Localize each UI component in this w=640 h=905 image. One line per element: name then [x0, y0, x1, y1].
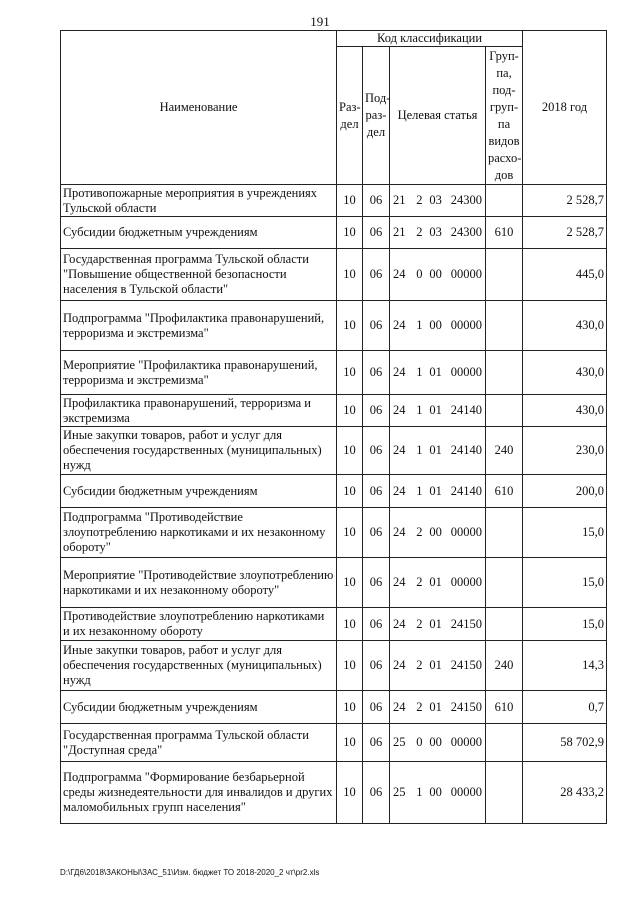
- table-body: [61, 185, 607, 824]
- row-amount: 200,0: [523, 475, 607, 508]
- target-code: [392, 525, 483, 540]
- target-code-t4: 24150: [450, 658, 482, 672]
- page-number: 191: [310, 14, 330, 29]
- row-razdel: 10: [337, 395, 363, 427]
- table-row: [61, 762, 607, 824]
- target-code-t3: 00: [429, 267, 442, 281]
- row-podrazdel: 06: [363, 641, 390, 691]
- target-code-t1: 24: [393, 443, 406, 457]
- row-podrazdel: 06: [363, 301, 390, 351]
- target-code: [392, 617, 483, 632]
- target-code: [392, 785, 483, 800]
- row-name: Субсидии бюджетным учреждениям: [61, 475, 337, 508]
- row-target: [390, 351, 486, 395]
- target-code-t1: 24: [393, 483, 406, 498]
- header-year: 2018 год: [523, 31, 607, 185]
- row-amount: 15,0: [523, 508, 607, 558]
- target-code: [392, 318, 483, 333]
- row-group: 240: [486, 427, 523, 475]
- target-code-t4: 00000: [450, 525, 482, 539]
- row-group: [486, 762, 523, 824]
- target-code: [392, 193, 483, 208]
- target-code: [392, 658, 483, 673]
- row-target: [390, 762, 486, 824]
- target-code-t2: 1: [416, 483, 423, 498]
- row-podrazdel: 06: [363, 608, 390, 641]
- target-code-t3: 01: [429, 699, 442, 714]
- target-code-t1: 24: [393, 525, 406, 539]
- target-code-t3: 00: [429, 318, 442, 332]
- target-code-t3: 01: [429, 575, 442, 589]
- row-group: 610: [486, 475, 523, 508]
- row-amount: 15,0: [523, 558, 607, 608]
- row-name: Подпрограмма "Формирование безбарьерной среды жизнедеятельности для инвалидов и других маломобильных групп населения": [61, 762, 337, 824]
- target-code-t1: 24: [393, 699, 406, 714]
- header-code: Код классификации: [337, 31, 523, 47]
- target-code-t1: 21: [393, 193, 406, 207]
- target-code-t2: 0: [416, 267, 423, 281]
- row-group: [486, 395, 523, 427]
- table-row: [61, 724, 607, 762]
- target-code-t4: 00000: [450, 785, 482, 799]
- target-code-t2: 2: [416, 193, 423, 207]
- target-code: [392, 484, 483, 499]
- row-razdel: 10: [337, 558, 363, 608]
- row-group: 240: [486, 641, 523, 691]
- row-razdel: 10: [337, 427, 363, 475]
- header-group: Груп- па, под- груп- па видов расхо- дов: [486, 47, 523, 185]
- row-target: [390, 475, 486, 508]
- target-code-t1: 25: [393, 785, 406, 799]
- row-name: Государственная программа Тульской области "Доступная среда": [61, 724, 337, 762]
- row-razdel: 10: [337, 641, 363, 691]
- target-code: [392, 735, 483, 750]
- row-group: [486, 608, 523, 641]
- target-code-t4: 24140: [450, 483, 482, 498]
- table-row: [61, 475, 607, 508]
- row-podrazdel: 06: [363, 691, 390, 724]
- target-code-t2: 0: [416, 735, 423, 749]
- target-code-t2: 2: [416, 616, 423, 631]
- row-podrazdel: 06: [363, 427, 390, 475]
- target-code-t4: 00000: [450, 267, 482, 281]
- row-target: [390, 724, 486, 762]
- target-code-t2: 1: [416, 403, 423, 417]
- row-target: [390, 508, 486, 558]
- row-name: Мероприятие "Профилактика правонарушений, терроризма и экстремизма": [61, 351, 337, 395]
- row-group: [486, 351, 523, 395]
- row-group: [486, 301, 523, 351]
- row-amount: 430,0: [523, 351, 607, 395]
- target-code-t1: 21: [393, 225, 406, 239]
- target-code-t1: 24: [393, 658, 406, 672]
- header-row-top: [61, 31, 607, 47]
- target-code-t4: 24150: [450, 616, 482, 631]
- target-code-t4: 00000: [450, 318, 482, 332]
- row-target: [390, 395, 486, 427]
- target-code: [392, 575, 483, 590]
- target-code-t3: 03: [429, 193, 442, 207]
- row-amount: 2 528,7: [523, 217, 607, 249]
- table-row: [61, 608, 607, 641]
- row-amount: 445,0: [523, 249, 607, 301]
- row-target: [390, 185, 486, 217]
- target-code-t4: 24300: [450, 225, 482, 239]
- row-amount: 2 528,7: [523, 185, 607, 217]
- row-amount: 58 702,9: [523, 724, 607, 762]
- row-name: Мероприятие "Противодействие злоупотреблению наркотиками и их незаконному обороту": [61, 558, 337, 608]
- row-group: [486, 508, 523, 558]
- row-target: [390, 217, 486, 249]
- header-target: Целевая статья: [390, 47, 486, 185]
- target-code-t3: 01: [429, 443, 442, 457]
- row-podrazdel: 06: [363, 475, 390, 508]
- row-target: [390, 691, 486, 724]
- target-code-t3: 01: [429, 365, 442, 379]
- table-row: [61, 641, 607, 691]
- row-group: 610: [486, 691, 523, 724]
- row-podrazdel: 06: [363, 508, 390, 558]
- row-razdel: 10: [337, 475, 363, 508]
- row-razdel: 10: [337, 185, 363, 217]
- row-name: Противопожарные мероприятия в учреждениях Тульской области: [61, 185, 337, 217]
- row-razdel: 10: [337, 724, 363, 762]
- target-code: [392, 225, 483, 240]
- target-code-t2: 1: [416, 443, 423, 457]
- row-podrazdel: 06: [363, 249, 390, 301]
- table-row: [61, 185, 607, 217]
- row-target: [390, 558, 486, 608]
- target-code: [392, 365, 483, 380]
- row-razdel: 10: [337, 351, 363, 395]
- target-code-t4: 24140: [450, 443, 482, 457]
- row-podrazdel: 06: [363, 395, 390, 427]
- target-code: [392, 443, 483, 458]
- row-amount: 15,0: [523, 608, 607, 641]
- row-target: [390, 301, 486, 351]
- table-row: [61, 351, 607, 395]
- target-code-t3: 01: [429, 403, 442, 417]
- row-podrazdel: 06: [363, 724, 390, 762]
- row-group: 610: [486, 217, 523, 249]
- row-target: [390, 641, 486, 691]
- target-code-t2: 2: [416, 658, 423, 672]
- target-code-t2: 1: [416, 785, 423, 799]
- header-name: Наименование: [61, 31, 337, 185]
- table-row: [61, 301, 607, 351]
- row-amount: 14,3: [523, 641, 607, 691]
- row-name: Подпрограмма "Профилактика правонарушений, терроризма и экстремизма": [61, 301, 337, 351]
- target-code-t1: 24: [393, 267, 406, 281]
- row-razdel: 10: [337, 508, 363, 558]
- row-target: [390, 427, 486, 475]
- target-code-t1: 24: [393, 403, 406, 417]
- target-code-t2: 2: [416, 225, 423, 239]
- row-amount: 28 433,2: [523, 762, 607, 824]
- row-razdel: 10: [337, 249, 363, 301]
- target-code-t1: 24: [393, 575, 406, 589]
- target-code-t2: 1: [416, 365, 423, 379]
- target-code-t2: 1: [416, 318, 423, 332]
- row-group: [486, 724, 523, 762]
- row-target: [390, 249, 486, 301]
- table-row: [61, 427, 607, 475]
- target-code-t1: 24: [393, 365, 406, 379]
- target-code: [392, 403, 483, 418]
- target-code-t2: 2: [416, 699, 423, 714]
- row-name: Иные закупки товаров, работ и услуг для обеспечения государственных (муниципальных) нужд: [61, 641, 337, 691]
- table-row: [61, 558, 607, 608]
- target-code-t1: 24: [393, 318, 406, 332]
- row-razdel: 10: [337, 301, 363, 351]
- row-razdel: 10: [337, 691, 363, 724]
- target-code-t2: 2: [416, 525, 423, 539]
- row-podrazdel: 06: [363, 558, 390, 608]
- row-group: [486, 558, 523, 608]
- row-amount: 0,7: [523, 691, 607, 724]
- table-row: [61, 691, 607, 724]
- target-code: [392, 267, 483, 282]
- row-podrazdel: 06: [363, 185, 390, 217]
- target-code-t3: 00: [429, 525, 442, 539]
- target-code-t1: 24: [393, 616, 406, 631]
- row-name: Государственная программа Тульской области "Повышение общественной безопасности населения в Тульской области": [61, 249, 337, 301]
- row-razdel: 10: [337, 608, 363, 641]
- target-code-t3: 01: [429, 658, 442, 672]
- row-group: [486, 249, 523, 301]
- table-row: [61, 395, 607, 427]
- row-podrazdel: 06: [363, 762, 390, 824]
- target-code-t4: 00000: [450, 365, 482, 379]
- target-code-t3: 03: [429, 225, 442, 239]
- target-code-t3: 00: [429, 735, 442, 749]
- row-razdel: 10: [337, 217, 363, 249]
- target-code-t1: 25: [393, 735, 406, 749]
- row-name: Субсидии бюджетным учреждениям: [61, 217, 337, 249]
- row-name: Профилактика правонарушений, терроризма и экстремизма: [61, 395, 337, 427]
- target-code-t4: 24150: [450, 699, 482, 714]
- target-code-t2: 2: [416, 575, 423, 589]
- row-podrazdel: 06: [363, 351, 390, 395]
- row-group: [486, 185, 523, 217]
- row-amount: 430,0: [523, 395, 607, 427]
- target-code-t3: 01: [429, 483, 442, 498]
- row-podrazdel: 06: [363, 217, 390, 249]
- target-code-t3: 00: [429, 785, 442, 799]
- target-code-t4: 24140: [450, 403, 482, 417]
- target-code-t4: 00000: [450, 575, 482, 589]
- table-row: [61, 249, 607, 301]
- row-name: Противодействие злоупотреблению наркотиками и их незаконному обороту: [61, 608, 337, 641]
- row-razdel: 10: [337, 762, 363, 824]
- row-amount: 430,0: [523, 301, 607, 351]
- header-razdel: Раз- дел: [337, 47, 363, 185]
- row-target: [390, 608, 486, 641]
- row-name: Субсидии бюджетным учреждениям: [61, 691, 337, 724]
- budget-table: [60, 30, 607, 824]
- header-podrazdel: Под- раз- дел: [363, 47, 390, 185]
- row-name: Иные закупки товаров, работ и услуг для обеспечения государственных (муниципальных) нужд: [61, 427, 337, 475]
- target-code: [392, 700, 483, 715]
- table-row: [61, 217, 607, 249]
- row-name: Подпрограмма "Противодействие злоупотреблению наркотиками и их незаконному обороту": [61, 508, 337, 558]
- row-amount: 230,0: [523, 427, 607, 475]
- target-code-t3: 01: [429, 616, 442, 631]
- target-code-t4: 00000: [450, 735, 482, 749]
- table-row: [61, 508, 607, 558]
- target-code-t4: 24300: [450, 193, 482, 207]
- file-path-footer: D:\ГД6\2018\ЗАКОНЫ\ЗАС_51\Изм. бюджет ТО 2018-2020_2 чт\pr2.xls: [60, 868, 320, 877]
